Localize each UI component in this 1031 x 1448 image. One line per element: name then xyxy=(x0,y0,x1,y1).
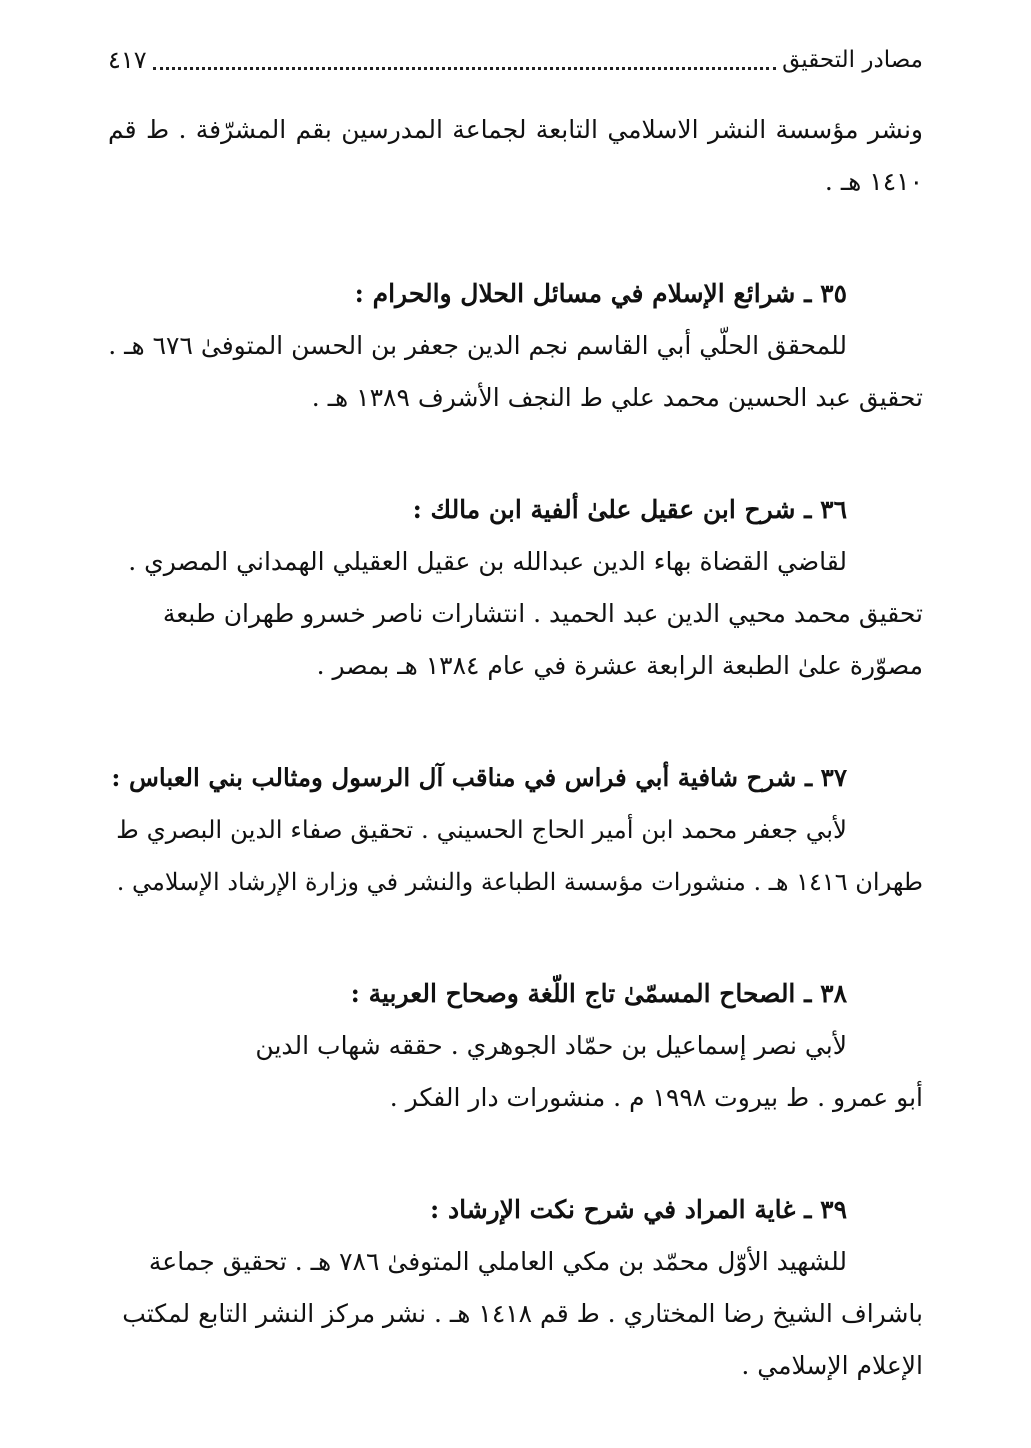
entry-line: لأبي نصر إسماعيل بن حمّاد الجوهري . حققه شهاب الدين xyxy=(255,1031,847,1060)
intro-line: ونشر مؤسسة النشر الاسلامي التابعة لجماعة المدرسين بقم المشرّفة . ط قم xyxy=(108,115,923,144)
entry-38 xyxy=(108,968,923,1124)
entry-line: باشراف الشيخ رضا المختاري . ط قم ١٤١٨ هـ . نشر مركز النشر التابع لمكتب xyxy=(122,1299,923,1328)
entry-number: ٣٧ ـ xyxy=(804,763,847,792)
entry-line: الإعلام الإسلامي . xyxy=(741,1351,923,1380)
entry-39 xyxy=(108,1184,923,1392)
entry-line: للمحقق الحلّي أبي القاسم نجم الدين جعفر بن الحسن المتوفىٰ ٦٧٦ هـ . xyxy=(108,331,847,360)
entry-line: للشهيد الأوّل محمّد بن مكي العاملي المتوفىٰ ٧٨٦ هـ . تحقيق جماعة xyxy=(148,1247,847,1276)
entry-line: أبو عمرو . ط بيروت ١٩٩٨ م . منشورات دار الفكر . xyxy=(389,1083,923,1112)
entry-title-text: شرائع الإسلام في مسائل الحلال والحرام : xyxy=(354,279,796,308)
entry-line: لقاضي القضاة بهاء الدين عبدالله بن عقيل العقيلي الهمداني المصري . xyxy=(128,547,847,576)
entry-number: ٣٥ ـ xyxy=(804,279,847,308)
page-header xyxy=(108,40,923,80)
entry-title xyxy=(108,1184,923,1236)
entry-line: طهران ١٤١٦ هـ . منشورات مؤسسة الطباعة والنشر في وزارة الإرشاد الإسلامي . xyxy=(116,868,923,896)
leader-dots xyxy=(153,67,776,70)
entry-title-text: شرح شافية أبي فراس في مناقب آل الرسول ومثالب بني العباس : xyxy=(111,763,797,792)
entry-line: لأبي جعفر محمد ابن أمير الحاج الحسيني . تحقيق صفاء الدين البصري ط xyxy=(116,815,847,844)
running-title: مصادر التحقيق xyxy=(782,47,923,73)
entry-title xyxy=(108,752,923,804)
intro-line: ١٤١٠ هـ . xyxy=(824,167,923,196)
entry-number: ٣٩ ـ xyxy=(804,1195,847,1224)
entry-number: ٣٦ ـ xyxy=(804,495,847,524)
entry-37 xyxy=(108,752,923,908)
entry-title xyxy=(108,484,923,536)
entry-number: ٣٨ ـ xyxy=(804,979,847,1008)
entry-title xyxy=(108,268,923,320)
entry-title-text: الصحاح المسمّىٰ تاج اللّغة وصحاح العربية : xyxy=(350,979,796,1008)
entry-title-text: غاية المراد في شرح نكت الإرشاد : xyxy=(430,1195,796,1224)
page-body xyxy=(108,104,923,1392)
entry-35 xyxy=(108,268,923,424)
entry-title-text: شرح ابن عقيل علىٰ ألفية ابن مالك : xyxy=(412,495,796,524)
entry-line: مصوّرة علىٰ الطبعة الرابعة عشرة في عام ١٣٨٤ هـ بمصر . xyxy=(316,651,923,680)
entry-line: تحقيق عبد الحسين محمد علي ط النجف الأشرف ١٣٨٩ هـ . xyxy=(311,383,923,412)
entry-line: تحقيق محمد محيي الدين عبد الحميد . انتشارات ناصر خسرو طهران طبعة xyxy=(162,599,923,628)
intro-paragraph xyxy=(108,104,923,208)
entry-36 xyxy=(108,484,923,692)
page-number: ٤١٧ xyxy=(108,46,147,74)
entry-title xyxy=(108,968,923,1020)
